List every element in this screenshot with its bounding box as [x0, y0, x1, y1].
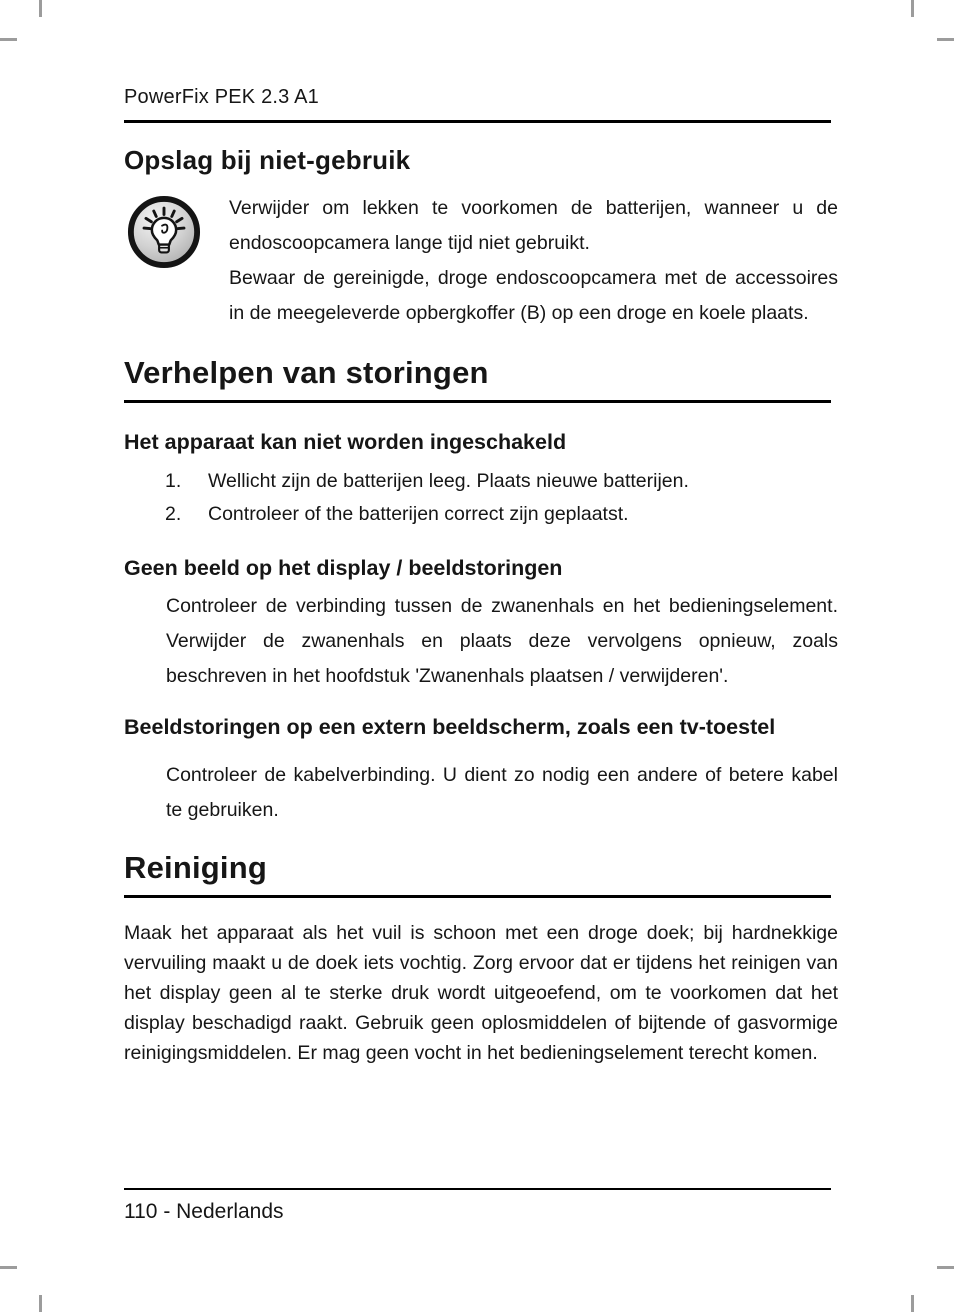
crop-mark-top-right-horizontal: [937, 38, 954, 41]
tip-text: [229, 191, 838, 331]
troubleshooting-rule: [124, 400, 831, 403]
subheading-device-not-on: Het apparaat kan niet worden ingeschakeld: [124, 430, 567, 454]
cleaning-rule: [124, 895, 831, 898]
page-number: 110 - Nederlands: [124, 1200, 284, 1223]
paragraph-cleaning: Maak het apparaat als het vuil is schoon met een droge doek; bij hardnekkige vervuiling maakt u de doek iets vochtig. Zorg ervoor dat er tijdens het reinigen van het display geen al te sterke druk wordt uitgeoefend, om te voorkomen dat het display beschadigd raakt. Gebruik geen oplosmiddelen of bijtende of gasvormige reinigingsmiddelen. Er mag geen vocht in het bedieningselement terecht komen.: [124, 922, 838, 1064]
footer-rule: [124, 1188, 831, 1190]
chapter-heading-troubleshooting: Verhelpen van storingen: [124, 355, 489, 390]
crop-mark-bottom-right-horizontal: [937, 1266, 954, 1269]
tip-block: [124, 191, 838, 331]
section-heading-storage: Opslag bij niet-gebruik: [124, 145, 411, 175]
crop-mark-bottom-left-horizontal: [0, 1266, 17, 1269]
tip-paragraph-1: Verwijder om lekken te voorkomen de batterijen, wanneer u de endoscoopcamera lange tijd niet gebruikt.: [229, 197, 838, 254]
list-item: [165, 465, 838, 498]
numbered-list: [124, 465, 838, 531]
page-footer: [124, 1188, 838, 1224]
list-item-text: Wellicht zijn de batterijen leeg. Plaats nieuwe batterijen.: [208, 470, 689, 492]
crop-mark-bottom-left-vertical: [39, 1295, 42, 1312]
header-rule: [124, 120, 831, 123]
crop-mark-top-right-vertical: [911, 0, 914, 17]
list-item-number: 1.: [165, 470, 182, 492]
subheading-external-screen: Beeldstoringen op een extern beeldscherm, zoals een tv-toestel: [124, 715, 776, 739]
paragraph-no-image: Controleer de verbinding tussen de zwanenhals en het bedieningselement. Verwijder de zwanenhals en plaats deze vervolgens opnieuw, zoals beschreven in het hoofdstuk 'Zwanenhals plaatsen / verwijderen'.: [166, 595, 838, 687]
tip-paragraph-2: Bewaar de gereinigde, droge endoscoopcamera met de accessoires in de meegeleverde opbergkoffer (B) op een droge en koele plaats.: [229, 267, 838, 324]
paragraph-external-screen: Controleer de kabelverbinding. U dient zo nodig een andere of betere kabel te gebruiken.: [166, 764, 838, 821]
list-item-number: 2.: [165, 503, 182, 525]
list-item-text: Controleer of the batterijen correct zijn geplaatst.: [208, 503, 629, 525]
crop-mark-top-left-vertical: [39, 0, 42, 17]
chapter-heading-cleaning: Reiniging: [124, 850, 268, 885]
crop-mark-bottom-right-vertical: [911, 1295, 914, 1312]
subheading-no-image: Geen beeld op het display / beeldstoringen: [124, 556, 563, 580]
page-content: [124, 0, 838, 1068]
lightbulb-icon: [127, 195, 201, 269]
crop-mark-top-left-horizontal: [0, 38, 17, 41]
list-item: [165, 498, 838, 531]
running-header-title: PowerFix PEK 2.3 A1: [124, 86, 320, 108]
